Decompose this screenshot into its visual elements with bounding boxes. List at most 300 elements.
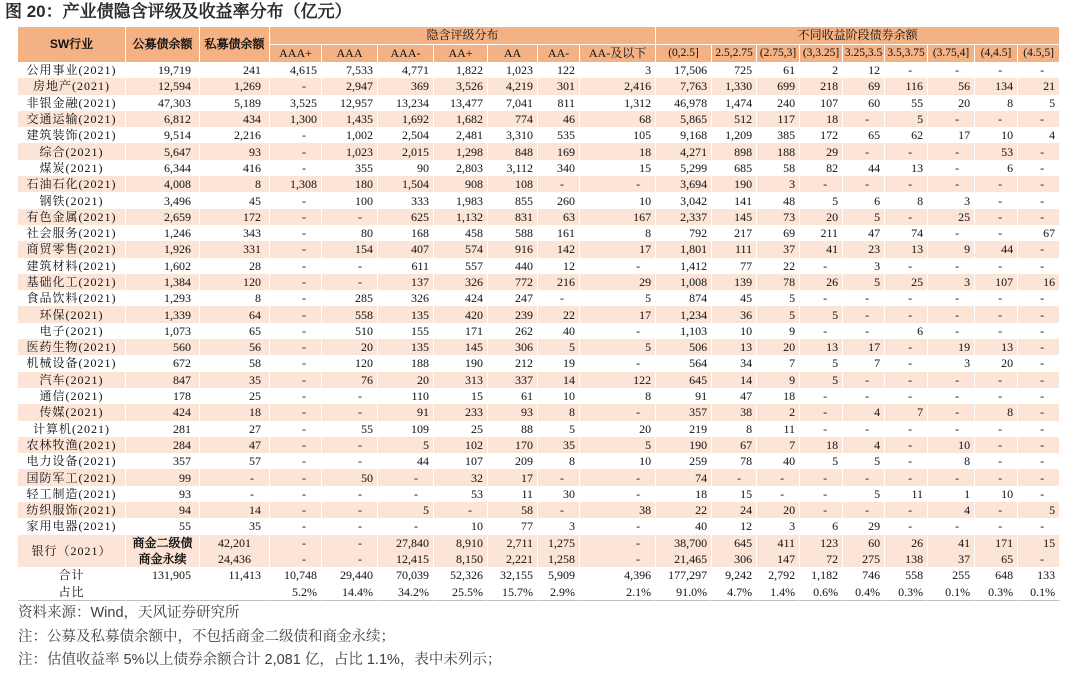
yield-value-cell: 53 — [975, 143, 1018, 159]
industry-name-cell: 农林牧渔(2021) — [18, 437, 126, 453]
yield-value-cell: - — [885, 209, 928, 225]
rating-value-cell: 30 — [538, 486, 580, 502]
rating-value-cell: - — [580, 258, 656, 274]
yield-value-cell: 74 — [885, 225, 928, 241]
yield-value-cell: 11 — [885, 486, 928, 502]
public-balance-cell: 9,514 — [126, 127, 200, 143]
footnote: 注：公募及私募债余额中，不包括商金二级债和商金永续； — [18, 629, 395, 645]
yield-value-cell: 512 — [712, 111, 757, 127]
yield-value-cell: - — [1018, 241, 1060, 257]
rating-value-cell: 44 — [378, 453, 434, 469]
rating-value-cell: - — [270, 486, 322, 502]
yield-value-cell: 7 — [757, 437, 800, 453]
rating-value-cell: - — [270, 192, 322, 208]
yield-value-cell: 21 — [1018, 78, 1060, 94]
private-balance-cell: 65 — [200, 323, 270, 339]
rating-value-cell: 52,326 — [434, 567, 488, 583]
rating-value-cell: 105 — [580, 127, 656, 143]
yield-value-cell: 82 — [800, 160, 843, 176]
table-row — [18, 258, 1060, 274]
yield-value-cell: 74 — [656, 469, 712, 485]
private-balance-cell: 18 — [200, 404, 270, 420]
rating-value-cell: - — [270, 241, 322, 257]
rating-value-cell: 17 — [580, 241, 656, 257]
private-balance-cell: 58 — [200, 355, 270, 371]
yield-value-cell: - — [928, 62, 975, 78]
rating-value-cell: 180 — [322, 176, 378, 192]
table-row — [18, 241, 1060, 257]
yield-value-cell: - — [975, 306, 1018, 322]
industry-name-cell: 机械设备(2021) — [18, 355, 126, 371]
yield-value-cell: - — [885, 437, 928, 453]
yield-value-cell: - — [800, 323, 843, 339]
yield-value-cell: 26 — [800, 274, 843, 290]
yield-value-cell: - — [1018, 258, 1060, 274]
yield-value-cell: 38,700 — [656, 535, 712, 551]
yield-group-header: 不同收益阶段债券余额 — [656, 27, 1060, 45]
yield-value-cell: 172 — [800, 127, 843, 143]
yield-value-cell: 72 — [800, 551, 843, 567]
rating-value-cell: 2,947 — [322, 78, 378, 94]
yield-value-cell: 306 — [712, 551, 757, 567]
table-row — [18, 143, 1060, 159]
yield-value-cell: 685 — [712, 160, 757, 176]
yield-value-cell: 41 — [928, 535, 975, 551]
rating-value-cell: 2.1% — [580, 584, 656, 601]
public-balance-cell: 560 — [126, 339, 200, 355]
yield-value-cell: 44 — [843, 160, 885, 176]
rating-value-cell: - — [580, 404, 656, 420]
rating-value-cell: 76 — [322, 372, 378, 388]
yield-value-cell: 9 — [757, 323, 800, 339]
rating-value-cell: 3,310 — [488, 127, 538, 143]
private-balance-cell: 5,189 — [200, 95, 270, 111]
rating-value-cell: 20 — [378, 372, 434, 388]
rating-value-cell: 1,023 — [488, 62, 538, 78]
rating-value-cell: 369 — [378, 78, 434, 94]
rating-value-cell: - — [538, 290, 580, 306]
yield-value-cell: 5 — [843, 486, 885, 502]
yield-value-cell: 40 — [757, 453, 800, 469]
rating-value-cell: 25.5% — [434, 584, 488, 601]
rating-header: AAA+ — [270, 45, 322, 62]
rating-value-cell: 4,396 — [580, 567, 656, 583]
private-balance-cell: 14 — [200, 502, 270, 518]
rating-value-cell: 19 — [538, 355, 580, 371]
public-balance-cell: 93 — [126, 486, 200, 502]
yield-value-cell: 1,182 — [800, 567, 843, 583]
yield-value-cell: - — [975, 323, 1018, 339]
yield-value-cell: - — [928, 306, 975, 322]
private-balance-cell: - — [200, 486, 270, 502]
rating-value-cell: - — [270, 274, 322, 290]
yield-value-cell: 21,465 — [656, 551, 712, 567]
yield-value-cell: 107 — [975, 274, 1018, 290]
yield-value-cell: 5 — [885, 111, 928, 127]
rating-value-cell: - — [538, 502, 580, 518]
yield-value-cell: 5 — [757, 290, 800, 306]
yield-value-cell: 8 — [928, 453, 975, 469]
rating-value-cell: 77 — [488, 518, 538, 534]
rating-value-cell: - — [322, 502, 378, 518]
table-row — [18, 176, 1060, 192]
rating-value-cell: 424 — [434, 290, 488, 306]
yield-value-cell: 9 — [757, 372, 800, 388]
rating-value-cell: - — [270, 502, 322, 518]
rating-value-cell: 190 — [434, 355, 488, 371]
yield-value-cell: 46,978 — [656, 95, 712, 111]
rating-value-cell: 3,112 — [488, 160, 538, 176]
yield-value-cell: - — [1018, 62, 1060, 78]
yield-value-cell: - — [885, 469, 928, 485]
private-balance-cell: 2,216 — [200, 127, 270, 143]
yield-value-cell: 5,299 — [656, 160, 712, 176]
rating-value-cell: - — [270, 404, 322, 420]
table-row — [18, 437, 1060, 453]
table-row — [18, 78, 1060, 94]
table-row — [18, 502, 1060, 518]
public-balance-cell: 3,496 — [126, 192, 200, 208]
yield-value-cell: 45 — [712, 290, 757, 306]
private-balance-cell: 25 — [200, 388, 270, 404]
yield-value-cell: - — [800, 421, 843, 437]
yield-value-cell: 2,337 — [656, 209, 712, 225]
rating-value-cell: 2.9% — [538, 584, 580, 601]
private-balance-cell: 11,413 — [200, 567, 270, 583]
private-balance-cell: 8 — [200, 290, 270, 306]
rating-value-cell: 5 — [538, 339, 580, 355]
yield-value-cell: - — [928, 421, 975, 437]
yield-value-cell: 91.0% — [656, 584, 712, 601]
yield-value-cell: - — [975, 453, 1018, 469]
yield-value-cell: 0.1% — [928, 584, 975, 601]
rating-value-cell: 1,002 — [322, 127, 378, 143]
rating-value-cell: 170 — [488, 437, 538, 453]
yield-value-cell: 13 — [885, 241, 928, 257]
rating-value-cell: 2,711 — [488, 535, 538, 551]
private-balance-cell: 241 — [200, 62, 270, 78]
yield-value-cell: 13 — [712, 339, 757, 355]
yield-value-cell: 7 — [843, 355, 885, 371]
industry-name-cell: 家用电器(2021) — [18, 518, 126, 534]
table-row — [18, 323, 1060, 339]
yield-value-cell: 47 — [843, 225, 885, 241]
yield-value-cell: 17 — [928, 127, 975, 143]
rating-header: AA- — [538, 45, 580, 62]
rating-value-cell: - — [378, 469, 434, 485]
rating-value-cell: - — [434, 502, 488, 518]
rating-value-cell: 135 — [378, 306, 434, 322]
yield-value-cell: - — [757, 469, 800, 485]
table-row — [18, 127, 1060, 143]
yield-value-cell: - — [1018, 290, 1060, 306]
rating-value-cell: 20 — [580, 421, 656, 437]
yield-value-cell: 4.7% — [712, 584, 757, 601]
bank-bond-type-cell: 商金二级债 — [126, 535, 200, 551]
total-row — [18, 567, 1060, 583]
yield-value-cell: - — [800, 176, 843, 192]
rating-value-cell: 11 — [488, 486, 538, 502]
rating-value-cell: 7,041 — [488, 95, 538, 111]
rating-value-cell: 135 — [378, 339, 434, 355]
yield-value-cell: - — [843, 111, 885, 127]
rating-value-cell: 2,015 — [378, 143, 434, 159]
rating-value-cell: 7,533 — [322, 62, 378, 78]
rating-value-cell: - — [580, 469, 656, 485]
yield-value-cell: - — [928, 176, 975, 192]
rating-value-cell: 3,526 — [434, 78, 488, 94]
yield-value-cell: - — [712, 469, 757, 485]
rating-value-cell: - — [322, 453, 378, 469]
public-balance-cell: 19,719 — [126, 62, 200, 78]
industry-name-cell: 有色金属(2021) — [18, 209, 126, 225]
rating-value-cell: 831 — [488, 209, 538, 225]
private-balance-cell: 28 — [200, 258, 270, 274]
rating-value-cell: 510 — [322, 323, 378, 339]
rating-value-cell: 2,221 — [488, 551, 538, 567]
yield-value-cell: - — [885, 388, 928, 404]
yield-value-cell: - — [843, 323, 885, 339]
yield-value-cell: - — [975, 192, 1018, 208]
table-row — [18, 209, 1060, 225]
rating-value-cell: 774 — [488, 111, 538, 127]
rating-value-cell: 32,155 — [488, 567, 538, 583]
yield-value-cell: 5 — [1018, 502, 1060, 518]
yield-value-cell: - — [928, 143, 975, 159]
rating-value-cell: 326 — [434, 274, 488, 290]
industry-name-cell: 石油石化(2021) — [18, 176, 126, 192]
yield-value-cell: 13 — [885, 160, 928, 176]
yield-range-header: (3.75,4] — [928, 45, 975, 62]
public-balance-cell: 4,008 — [126, 176, 200, 192]
industry-name-cell: 环保(2021) — [18, 306, 126, 322]
rating-value-cell: 247 — [488, 290, 538, 306]
yield-value-cell: 29 — [800, 143, 843, 159]
rating-value-cell: 12,415 — [378, 551, 434, 567]
rating-value-cell: 88 — [488, 421, 538, 437]
yield-value-cell: 0.4% — [843, 584, 885, 601]
rating-value-cell: 168 — [378, 225, 434, 241]
yield-value-cell: 0.3% — [885, 584, 928, 601]
yield-value-cell: 48 — [757, 192, 800, 208]
yield-value-cell: 1,412 — [656, 258, 712, 274]
yield-value-cell: 116 — [885, 78, 928, 94]
industry-name-cell: 建筑装饰(2021) — [18, 127, 126, 143]
public-balance-cell: 5,647 — [126, 143, 200, 159]
table-row — [18, 339, 1060, 355]
rating-value-cell: - — [270, 421, 322, 437]
rating-value-cell: 260 — [538, 192, 580, 208]
yield-value-cell: 55 — [885, 95, 928, 111]
yield-value-cell: 10 — [975, 127, 1018, 143]
private-balance-header: 私募债余额 — [200, 27, 270, 62]
rating-value-cell: 27,840 — [378, 535, 434, 551]
rating-value-cell: 557 — [434, 258, 488, 274]
yield-value-cell: 25 — [885, 274, 928, 290]
yield-value-cell: 357 — [656, 404, 712, 420]
yield-value-cell: 218 — [800, 78, 843, 94]
rating-value-cell: 3,525 — [270, 95, 322, 111]
yield-range-header: 3.25,3.5 — [843, 45, 885, 62]
yield-range-header: (4.5,5] — [1018, 45, 1060, 62]
rating-group-header: 隐含评级分布 — [270, 27, 656, 45]
yield-value-cell: 34 — [712, 355, 757, 371]
rating-value-cell: 110 — [378, 388, 434, 404]
industry-name-cell: 传媒(2021) — [18, 404, 126, 420]
yield-value-cell: 44 — [975, 241, 1018, 257]
rating-value-cell: - — [270, 323, 322, 339]
yield-value-cell: - — [928, 518, 975, 534]
yield-value-cell: 217 — [712, 225, 757, 241]
public-balance-cell: 55 — [126, 518, 200, 534]
rating-value-cell: 1,312 — [580, 95, 656, 111]
rating-value-cell: - — [270, 339, 322, 355]
rating-value-cell: - — [580, 176, 656, 192]
rating-value-cell: 38 — [580, 502, 656, 518]
industry-name-cell: 汽车(2021) — [18, 372, 126, 388]
rating-value-cell: 4,771 — [378, 62, 434, 78]
private-balance-cell: 331 — [200, 241, 270, 257]
yield-value-cell: 58 — [757, 160, 800, 176]
rating-value-cell: 333 — [378, 192, 434, 208]
yield-value-cell: 4 — [843, 437, 885, 453]
yield-value-cell: 36 — [712, 306, 757, 322]
table-row — [18, 95, 1060, 111]
public-balance-cell: 47,303 — [126, 95, 200, 111]
yield-value-cell: - — [800, 502, 843, 518]
rating-value-cell: - — [322, 274, 378, 290]
yield-value-cell: 37 — [757, 241, 800, 257]
public-balance-cell: 284 — [126, 437, 200, 453]
rating-header: AAA — [322, 45, 378, 62]
yield-value-cell: 558 — [885, 567, 928, 583]
public-balance-cell: 178 — [126, 388, 200, 404]
industry-name-cell: 煤炭(2021) — [18, 160, 126, 176]
rating-value-cell: - — [538, 176, 580, 192]
yield-value-cell: - — [800, 404, 843, 420]
rating-value-cell: - — [322, 388, 378, 404]
yield-value-cell: 20 — [800, 209, 843, 225]
yield-value-cell: - — [843, 306, 885, 322]
industry-name-cell: 食品饮料(2021) — [18, 290, 126, 306]
table-row — [18, 453, 1060, 469]
rating-value-cell: - — [322, 437, 378, 453]
bank-row — [18, 551, 1060, 567]
industry-name-cell: 社会服务(2021) — [18, 225, 126, 241]
public-balance-cell: 1,246 — [126, 225, 200, 241]
yield-value-cell: 22 — [656, 502, 712, 518]
yield-value-cell: 506 — [656, 339, 712, 355]
yield-value-cell: - — [928, 469, 975, 485]
rating-value-cell: 20 — [322, 339, 378, 355]
yield-value-cell: - — [1018, 453, 1060, 469]
yield-value-cell: 3 — [843, 258, 885, 274]
yield-value-cell: - — [800, 290, 843, 306]
rating-value-cell: - — [580, 535, 656, 551]
rating-value-cell: - — [270, 209, 322, 225]
rating-value-cell: 1,300 — [270, 111, 322, 127]
rating-value-cell: 154 — [322, 241, 378, 257]
bank-row — [18, 535, 1060, 551]
rating-value-cell: 212 — [488, 355, 538, 371]
rating-value-cell: 1,132 — [434, 209, 488, 225]
rating-value-cell: 29,440 — [322, 567, 378, 583]
rating-value-cell: - — [322, 209, 378, 225]
yield-value-cell: - — [928, 258, 975, 274]
bank-balance-cell: 24,436 — [200, 551, 270, 567]
yield-value-cell: 5 — [843, 453, 885, 469]
rating-value-cell: 93 — [488, 404, 538, 420]
yield-value-cell: - — [975, 176, 1018, 192]
rating-value-cell: 10 — [434, 518, 488, 534]
yield-value-cell: - — [1018, 421, 1060, 437]
rating-value-cell: 12 — [538, 258, 580, 274]
table-row — [18, 355, 1060, 371]
rating-value-cell: 53 — [434, 486, 488, 502]
rating-header: AA-及以下 — [580, 45, 656, 62]
yield-value-cell: 1.4% — [757, 584, 800, 601]
private-balance-cell: 27 — [200, 421, 270, 437]
rating-value-cell: 420 — [434, 306, 488, 322]
yield-value-cell: 2 — [757, 404, 800, 420]
yield-value-cell: 23 — [843, 241, 885, 257]
private-balance-cell: 45 — [200, 192, 270, 208]
rating-value-cell: 161 — [538, 225, 580, 241]
yield-value-cell: - — [885, 502, 928, 518]
rating-value-cell: 285 — [322, 290, 378, 306]
industry-name-cell: 建筑材料(2021) — [18, 258, 126, 274]
table-row — [18, 404, 1060, 420]
public-balance-cell: 847 — [126, 372, 200, 388]
industry-name-cell: 公用事业(2021) — [18, 62, 126, 78]
rating-value-cell: 122 — [580, 372, 656, 388]
private-balance-cell: 93 — [200, 143, 270, 159]
rating-value-cell: 90 — [378, 160, 434, 176]
rating-value-cell: 5 — [378, 502, 434, 518]
yield-value-cell: 20 — [928, 95, 975, 111]
rating-value-cell: 2,416 — [580, 78, 656, 94]
rating-value-cell: 102 — [434, 437, 488, 453]
rating-value-cell: 18 — [580, 143, 656, 159]
yield-value-cell: 60 — [843, 95, 885, 111]
public-balance-cell: 6,344 — [126, 160, 200, 176]
table-row — [18, 225, 1060, 241]
industry-name-cell: 交通运输(2021) — [18, 111, 126, 127]
rating-value-cell: 1,258 — [538, 551, 580, 567]
yield-value-cell: 898 — [712, 143, 757, 159]
table-row — [18, 388, 1060, 404]
private-balance-cell: 35 — [200, 372, 270, 388]
yield-value-cell: 8 — [885, 192, 928, 208]
table-row — [18, 421, 1060, 437]
rating-value-cell: 2,803 — [434, 160, 488, 176]
yield-value-cell: - — [928, 225, 975, 241]
private-balance-cell: - — [200, 469, 270, 485]
yield-value-cell: 147 — [757, 551, 800, 567]
rating-value-cell: 68 — [580, 111, 656, 127]
rating-value-cell: 167 — [580, 209, 656, 225]
rating-value-cell: 1,692 — [378, 111, 434, 127]
rating-value-cell: 32 — [434, 469, 488, 485]
yield-value-cell: 3,042 — [656, 192, 712, 208]
yield-value-cell: - — [885, 176, 928, 192]
rating-value-cell: - — [270, 551, 322, 567]
yield-value-cell: 17,506 — [656, 62, 712, 78]
yield-value-cell: 792 — [656, 225, 712, 241]
yield-value-cell: - — [1018, 486, 1060, 502]
rating-value-cell: 80 — [322, 225, 378, 241]
rating-value-cell: 169 — [538, 143, 580, 159]
